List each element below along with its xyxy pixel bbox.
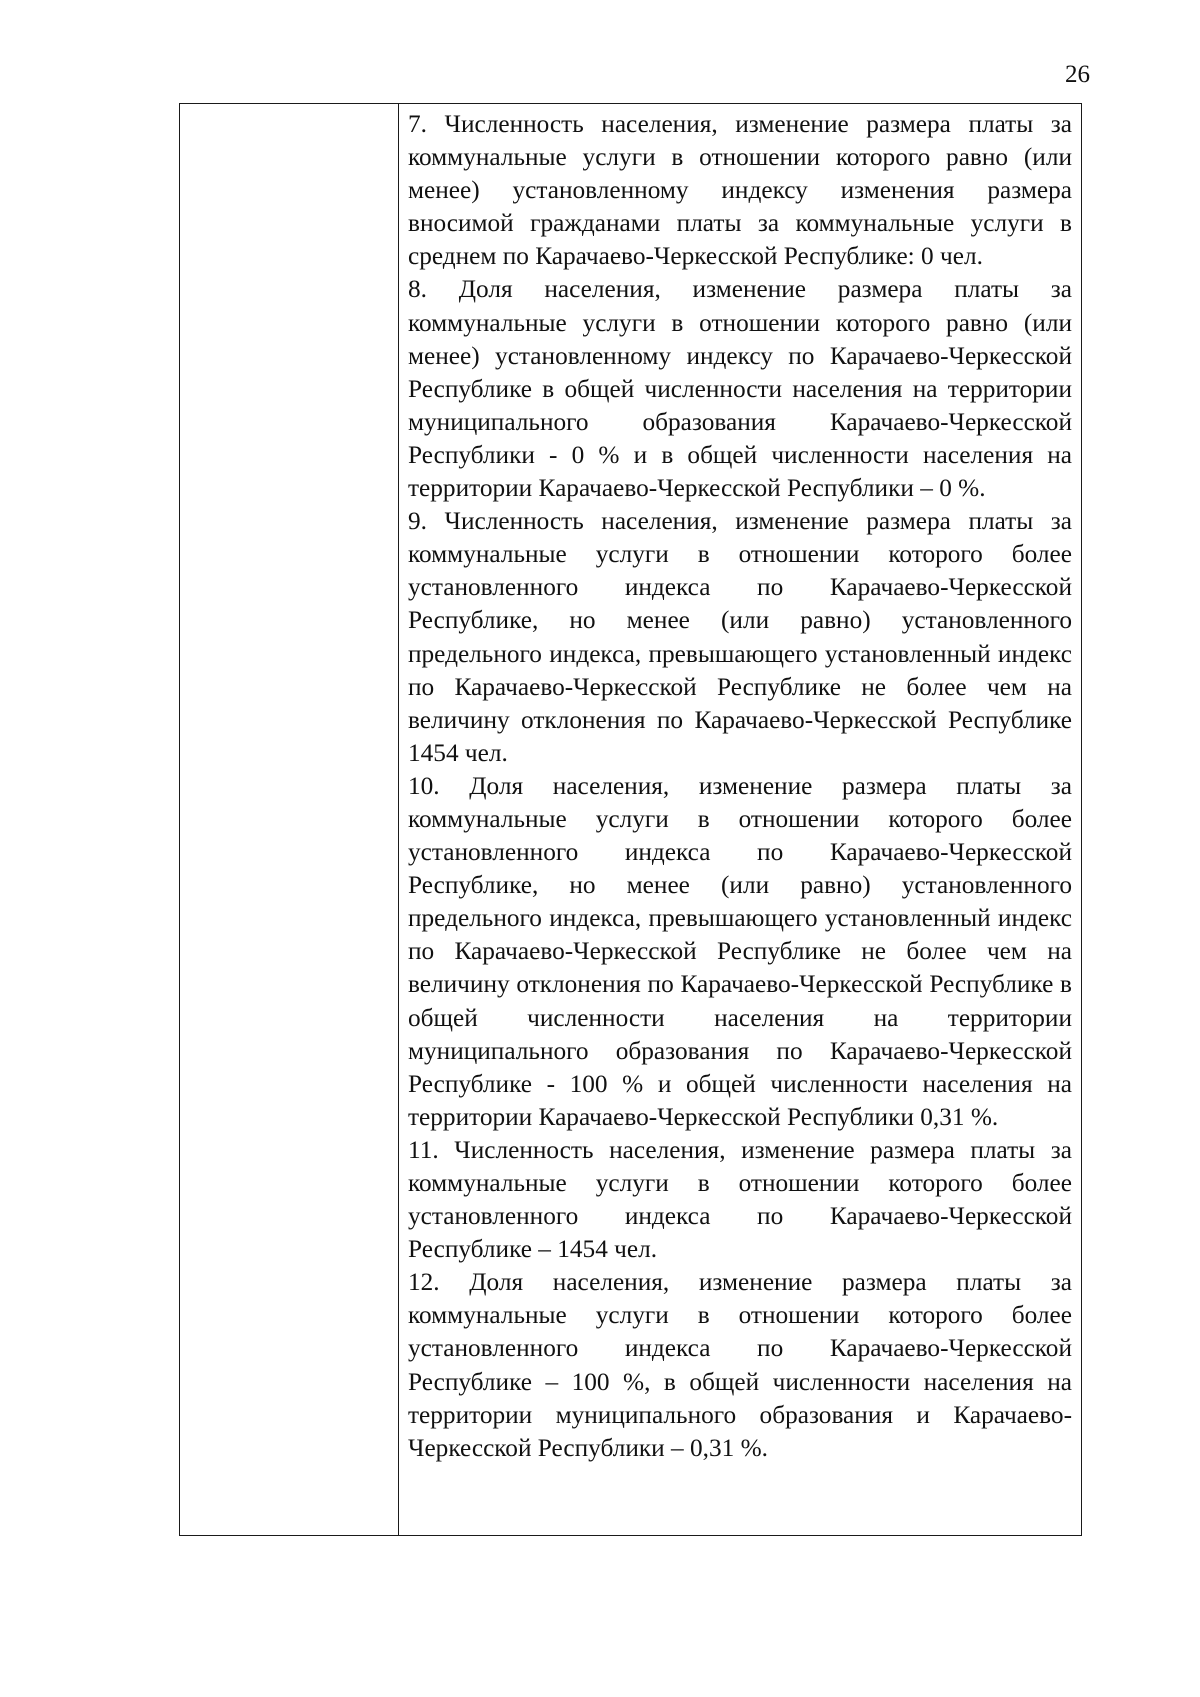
table-left-cell	[180, 104, 399, 1535]
list-item-12: 12. Доля населения, изменение размера платы за коммунальные услуги в отношении которого более установленного индекса по Карачаево-Черкесской Республике – 100 %, в общей численности населения на территории муниципального образования и Карачаево-Черкесской Республики – 0,31 %.	[408, 1268, 1072, 1462]
list-item-9: 9. Численность населения, изменение размера платы за коммунальные услуги в отношении которого более установленного индекса по Карачаево-Черкесской Республике, но менее (или равно) установленного предельного индекса, превышающего установленный индекс по Карачаево-Черкесской Республике не более чем на величину отклонения по Карачаево-Черкесской Республике 1454 чел.	[408, 507, 1072, 767]
page-number: 26	[1065, 61, 1090, 88]
table-right-cell	[399, 104, 1081, 1535]
list-item-11: 11. Численность населения, изменение размера платы за коммунальные услуги в отношении которого более установленного индекса по Карачаево-Черкесской Республике – 1454 чел.	[408, 1135, 1072, 1264]
list-item-7: 7. Численность населения, изменение размера платы за коммунальные услуги в отношении которого равно (или менее) установленному индексу изменения размера вносимой гражданами платы за коммунальные услуги в среднем по Карачаево-Черкесской Республике: 0 чел.	[408, 110, 1072, 271]
document-table	[179, 103, 1082, 1536]
list-item-8: 8. Доля населения, изменение размера платы за коммунальные услуги в отношении которого равно (или менее) установленному индексу по Карачаево-Черкесской Республике в общей численности населения на территории муниципального образования Карачаево-Черкесской Республики - 0 % и в общей численности населения на территории Карачаево-Черкесской Республики – 0 %.	[408, 275, 1072, 503]
list-item-10: 10. Доля населения, изменение размера платы за коммунальные услуги в отношении которого более установленного индекса по Карачаево-Черкесской Республике, но менее (или равно) установленного предельного индекса, превышающего установленный индекс по Карачаево-Черкесской Республике не более чем на величину отклонения по Карачаево-Черкесской Республике в общей численности населения на территории муниципального образования по Карачаево-Черкесской Республике - 100 % и общей численности населения на территории Карачаево-Черкесской Республики 0,31 %.	[408, 771, 1072, 1131]
